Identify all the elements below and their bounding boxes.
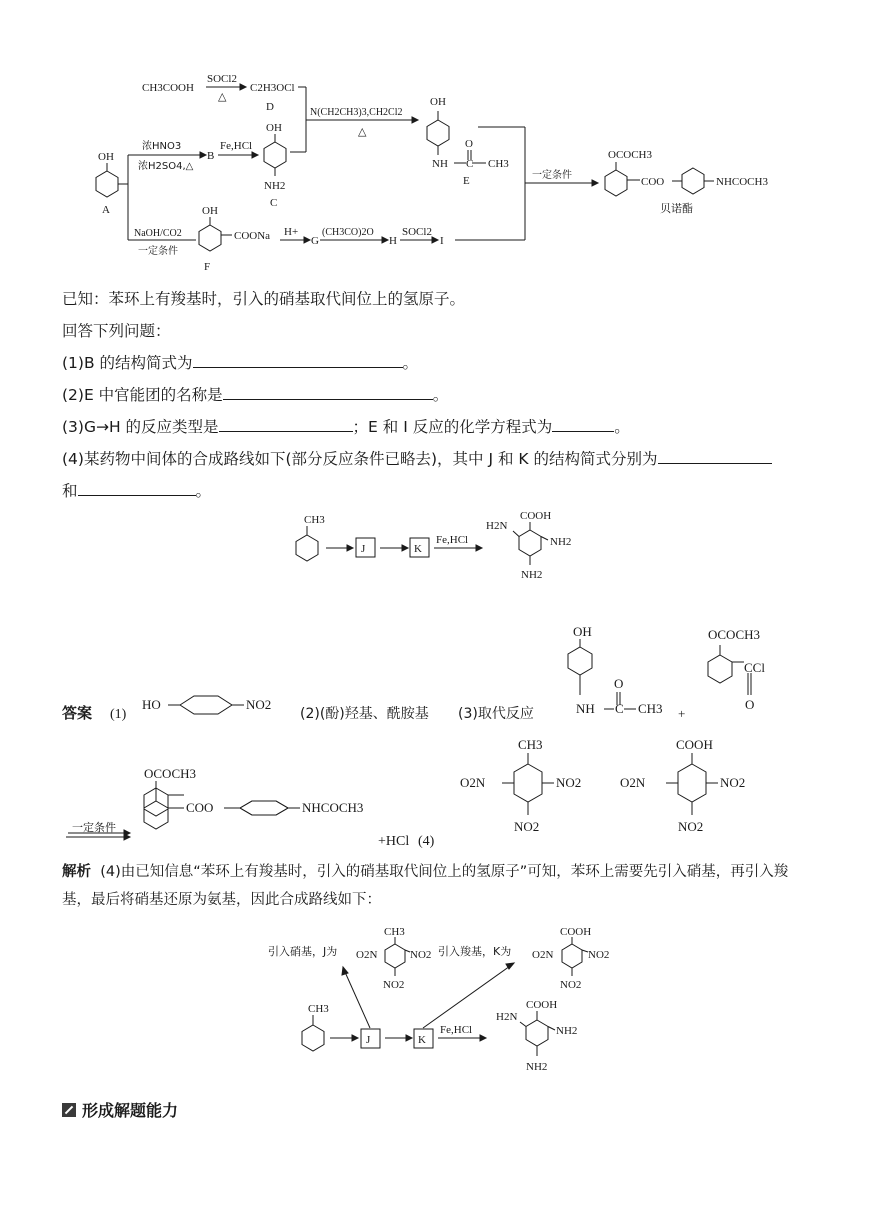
- scheme-label-e: E: [463, 175, 470, 187]
- answer-no2: NO2: [246, 697, 272, 712]
- q1-blank[interactable]: [193, 353, 403, 368]
- answer-ho: HO: [142, 697, 161, 712]
- scheme-label-i: I: [440, 235, 444, 247]
- route2-step-k: 引入羧基，K为: [438, 945, 512, 958]
- answer-ococh3-2: OCOCH3: [144, 766, 197, 781]
- answer-ccl: CCl: [744, 660, 765, 675]
- answer-p4: (4): [418, 834, 435, 849]
- answer-p1: (1): [110, 707, 127, 722]
- scheme-socl2: SOCl2: [207, 73, 237, 85]
- q3-blank-a[interactable]: [219, 417, 353, 432]
- scheme-coona: COONa: [234, 230, 271, 242]
- q2-end: 。: [432, 386, 449, 404]
- route2-k-no2-bottom: NO2: [560, 979, 582, 991]
- question-4: [62, 448, 772, 470]
- prompt: 回答下列问题：: [62, 322, 171, 340]
- scheme-naoh-co2: NaOH/CO2: [134, 228, 182, 239]
- scheme-c2h3ocl: C2H3OCl: [250, 82, 295, 94]
- q4-blank-j[interactable]: [658, 449, 772, 464]
- route-j: J: [361, 543, 366, 555]
- tnba-no2-right: NO2: [720, 775, 746, 790]
- section-title: 形成解题能力: [82, 1101, 179, 1120]
- scheme-fe-hcl: Fe,HCl: [220, 140, 253, 152]
- scheme-delta: △: [218, 91, 227, 103]
- q1-text: (1)B 的结构简式为: [62, 354, 193, 372]
- scheme-label-c: C: [270, 197, 278, 209]
- scheme-label-g: G: [311, 235, 319, 247]
- q4-blank-k[interactable]: [78, 481, 196, 496]
- tnt-ch3: CH3: [518, 737, 543, 752]
- route-diagram-2: [0, 920, 870, 1090]
- scheme-h-plus: H+: [284, 226, 299, 238]
- q2-blank[interactable]: [223, 385, 433, 400]
- route2-j-ch3: CH3: [384, 926, 405, 938]
- q4-end: 。: [195, 482, 212, 500]
- question-1: [62, 352, 418, 374]
- scheme-oh-e: OH: [430, 96, 446, 108]
- answer-p2: (2)(酚)羟基、酰胺基: [300, 706, 429, 722]
- analysis: [62, 858, 812, 914]
- scheme-nh2-c: NH2: [264, 180, 286, 192]
- q3-blank-b[interactable]: [552, 417, 614, 432]
- answer-condition: 一定条件: [72, 821, 116, 834]
- route2-nh2-right: NH2: [556, 1025, 578, 1037]
- scheme-c-e: C: [466, 158, 474, 170]
- answer-ch3: CH3: [638, 701, 663, 716]
- route2-ch3: CH3: [308, 1003, 329, 1015]
- question-4-cont: [62, 480, 211, 502]
- scheme-ac2o: (CH3CO)2O: [322, 227, 374, 238]
- scheme-coo: COO: [641, 176, 665, 188]
- route2-k-o2n: O2N: [532, 949, 554, 961]
- answer-c: C: [615, 701, 624, 716]
- route2-cooh: COOH: [526, 999, 558, 1011]
- q4-text: (4)某药物中间体的合成路线如下(部分反应条件已略去)，其中 J 和 K 的结构简式分别为: [62, 450, 658, 468]
- section-heading: [62, 1098, 178, 1121]
- question-3: [62, 416, 630, 438]
- route-diagram: [0, 505, 870, 605]
- route-fe-hcl: Fe,HCl: [436, 534, 469, 546]
- route2-step-j: 引入硝基，J为: [268, 945, 338, 958]
- answer-block-2: [0, 735, 870, 875]
- tnt-o2n: O2N: [460, 775, 486, 790]
- scheme-ch3-e: CH3: [488, 158, 509, 170]
- route2-j-o2n: O2N: [356, 949, 378, 961]
- scheme-label-b: B: [207, 150, 215, 162]
- tnba-cooh: COOH: [676, 737, 713, 752]
- answer-plus: +: [678, 706, 686, 721]
- scheme-condition: 一定条件: [532, 170, 572, 181]
- scheme-label-f: F: [204, 261, 211, 273]
- scheme-product-name: 贝诺酯: [660, 202, 693, 215]
- scheme-o-e: O: [465, 138, 473, 150]
- route2-j: J: [366, 1034, 371, 1046]
- answer-nhcoch3: NHCOCH3: [302, 800, 364, 815]
- synthesis-scheme: [0, 0, 870, 290]
- question-2: [62, 384, 448, 406]
- scheme-hno3: 浓HNO3: [142, 141, 182, 152]
- q2-text: (2)E 中官能团的名称是: [62, 386, 223, 404]
- route2-k-no2-right: NO2: [588, 949, 610, 961]
- tnt-no2-bottom: NO2: [514, 819, 540, 834]
- route2-k-cooh: COOH: [560, 926, 592, 938]
- route2-h2n: H2N: [496, 1011, 518, 1023]
- q1-end: 。: [402, 354, 419, 372]
- answer-nh: NH: [576, 701, 595, 716]
- scheme-label-h: H: [389, 235, 397, 247]
- route2-j-no2-bottom: NO2: [383, 979, 405, 991]
- route-cooh: COOH: [520, 510, 552, 522]
- q4-and: 和: [62, 482, 78, 500]
- answer-oh: OH: [573, 624, 592, 639]
- answer-o: O: [614, 676, 624, 691]
- tnt-no2-right: NO2: [556, 775, 582, 790]
- route2-k: K: [418, 1034, 426, 1046]
- tnba-o2n: O2N: [620, 775, 646, 790]
- answer-hcl: +HCl: [378, 834, 410, 849]
- answer-p3: (3)取代反应: [458, 706, 534, 722]
- route-h2n: H2N: [486, 520, 508, 532]
- known-info: 已知：苯环上有羧基时，引入的硝基取代间位上的氢原子。: [62, 290, 466, 308]
- route-ch3: CH3: [304, 514, 325, 526]
- answer-coo: COO: [186, 800, 214, 815]
- scheme-nh-e: NH: [432, 158, 448, 170]
- route2-j-no2-right: NO2: [410, 949, 432, 961]
- scheme-socl2-2: SOCl2: [402, 226, 432, 238]
- route-nh2-right: NH2: [550, 536, 572, 548]
- route-k: K: [414, 543, 422, 555]
- q3-text-b: ；E 和 I 反应的化学方程式为: [352, 418, 553, 436]
- scheme-label-d: D: [266, 101, 274, 113]
- answer-ococh3: OCOCH3: [708, 627, 761, 642]
- route-nh2-bottom: NH2: [521, 569, 543, 581]
- answer-o-2: O: [745, 697, 755, 712]
- q3-end: 。: [614, 418, 630, 436]
- route2-fe-hcl: Fe,HCl: [440, 1024, 473, 1036]
- analysis-label: 解析: [62, 864, 91, 880]
- scheme-delta-2: △: [358, 126, 367, 138]
- scheme-nhcoch3: NHCOCH3: [716, 176, 768, 188]
- scheme-oh-f: OH: [202, 205, 218, 217]
- scheme-ch3cooh: CH3COOH: [142, 82, 194, 94]
- scheme-n-reagent: N(CH2CH3)3,CH2Cl2: [310, 107, 403, 118]
- scheme-label-a: A: [102, 204, 110, 216]
- tnba-no2-bottom: NO2: [678, 819, 704, 834]
- scheme-h2so4: 浓H2SO4,△: [138, 161, 194, 172]
- analysis-body: (4)由已知信息“苯环上有羧基时，引入的硝基取代间位上的氢原子”可知，苯环上需要先引入硝基，再引入羧基，最后将硝基还原为氨基，因此合成路线如下：: [62, 864, 789, 908]
- q3-text-a: (3)G→H 的反应类型是: [62, 418, 219, 436]
- scheme-oh-c: OH: [266, 122, 282, 134]
- scheme-ococh3: OCOCH3: [608, 149, 653, 161]
- route2-nh2-bottom: NH2: [526, 1061, 548, 1073]
- section-icon: [62, 1103, 76, 1117]
- scheme-oh-a: OH: [98, 151, 114, 163]
- answer-label: 答案: [62, 704, 93, 722]
- scheme-condition-2: 一定条件: [138, 246, 178, 257]
